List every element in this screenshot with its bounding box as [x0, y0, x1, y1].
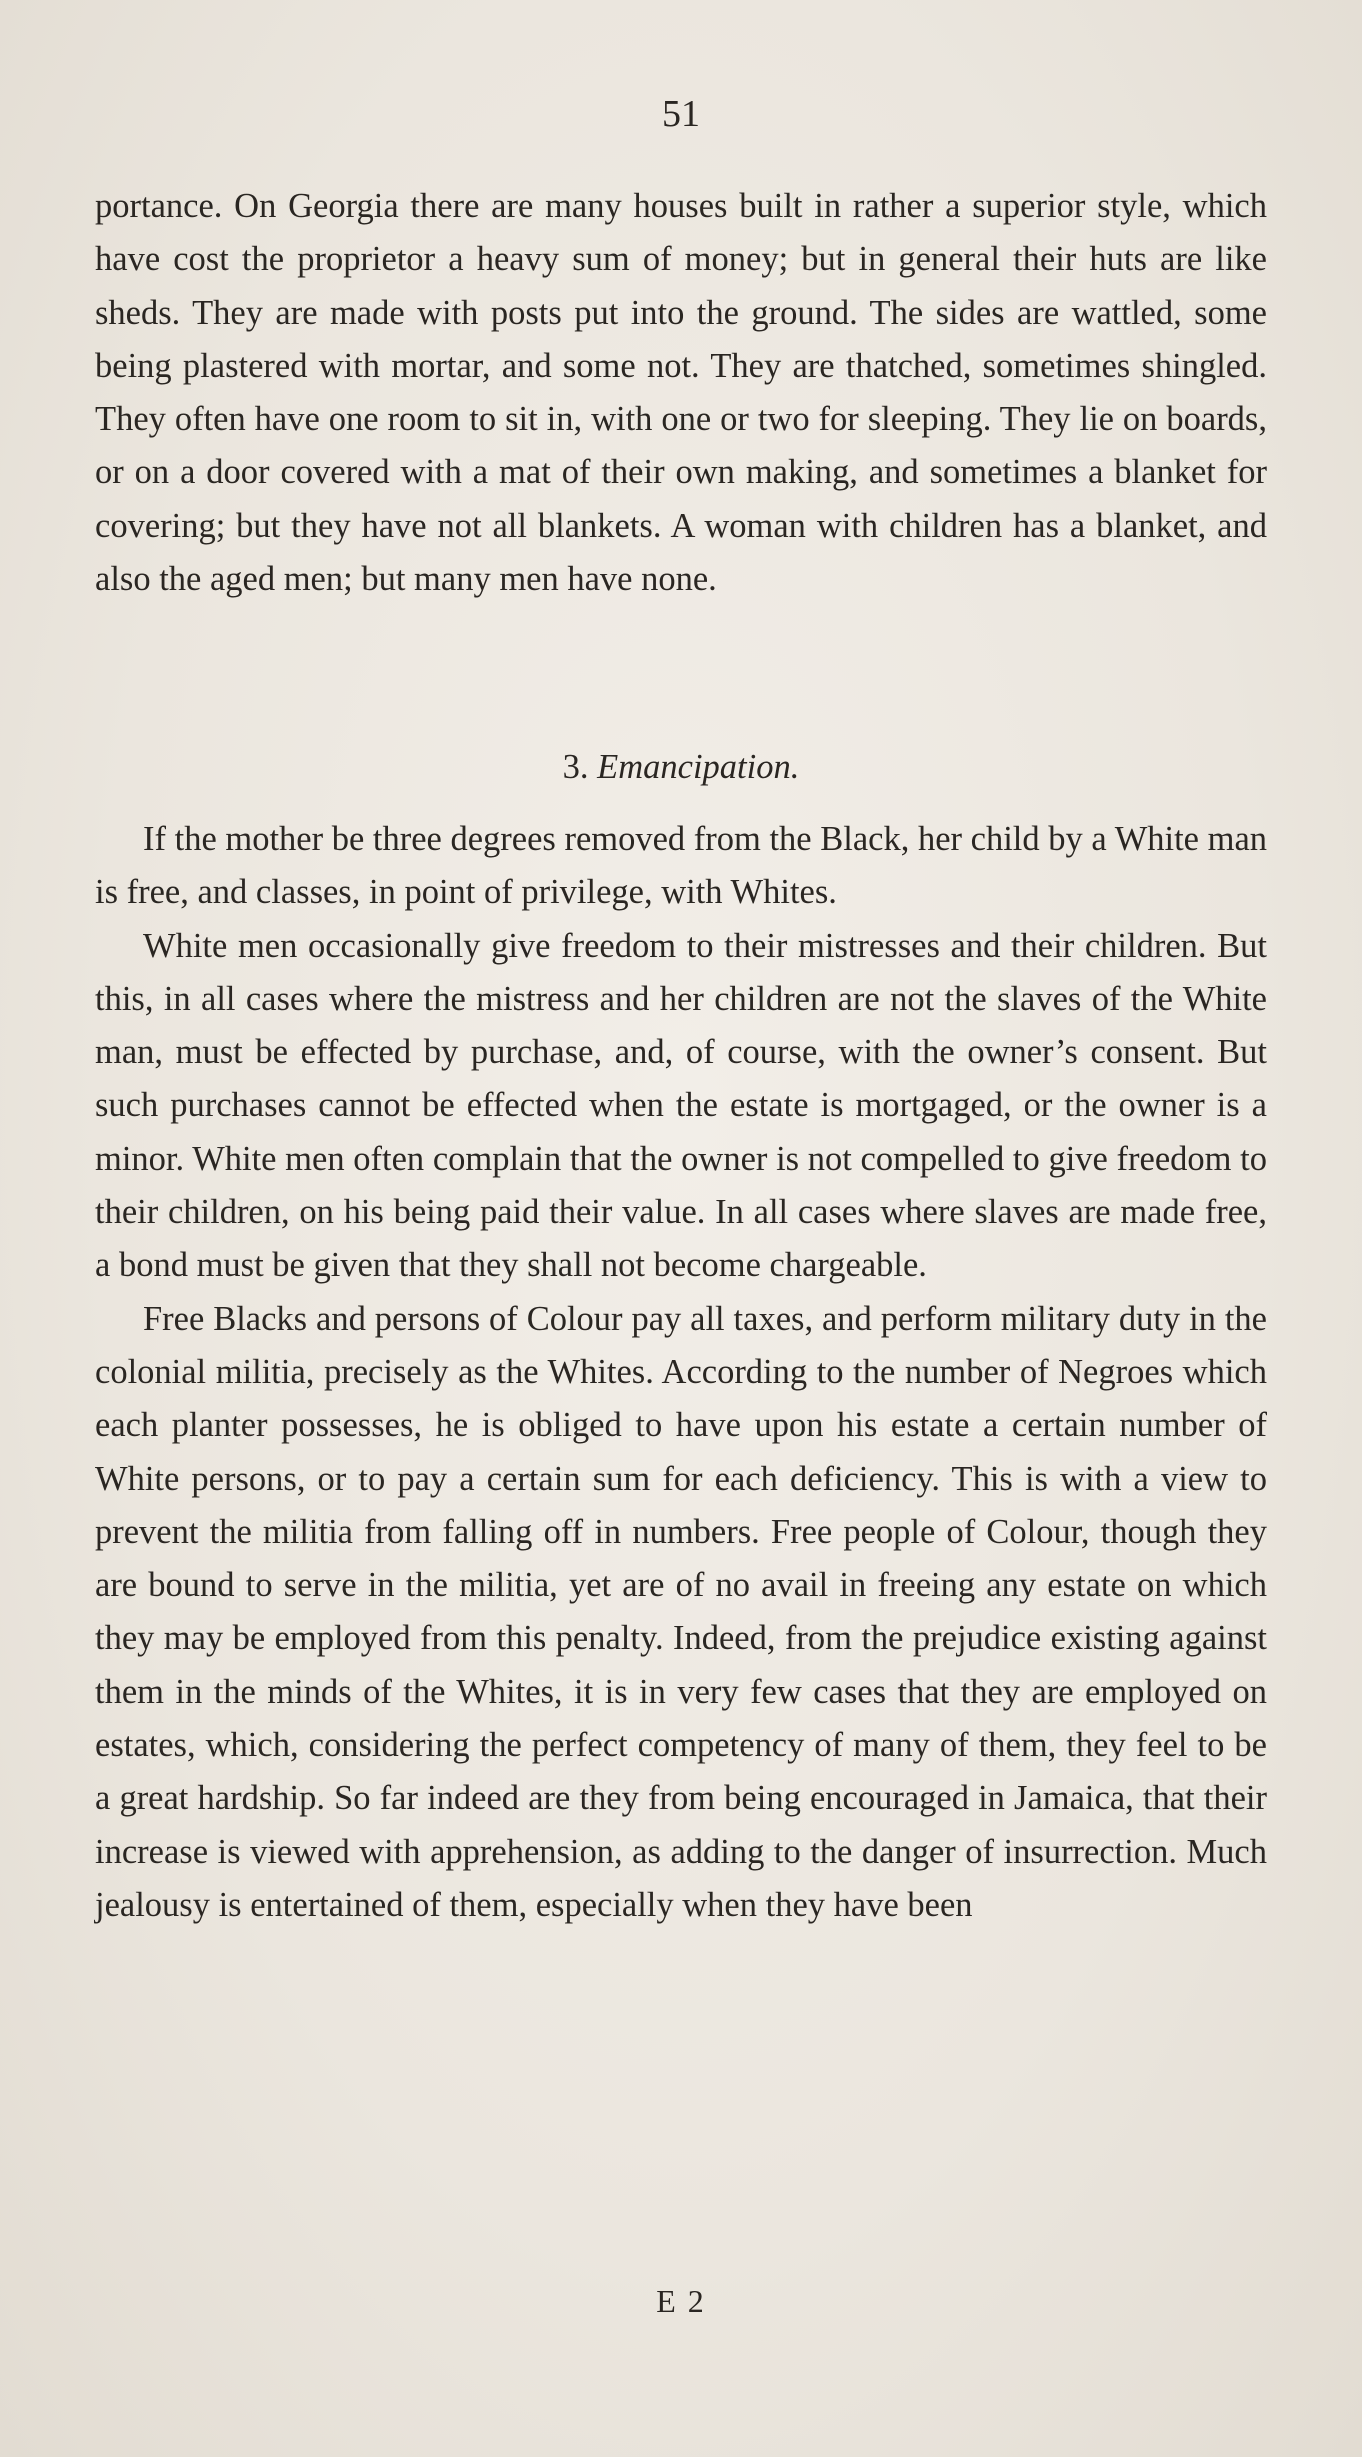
text-block-top: [95, 180, 1267, 606]
paragraph-mother-degrees: If the mother be three degrees removed from the Black, her child by a White man is free, and classes, in point of privilege, with Whites.: [95, 820, 1268, 912]
section-heading: [0, 748, 1362, 787]
paragraph-white-men-freedom: White men occasionally give freedom to their mistresses and their children. But this, in all cases where the mistress and her children are not the slaves of the White man, must be effected by purchase, and, of course, with the owner’s consent. But such purchases cannot be effected when the estate is mortgaged, or the owner is a minor. White men often complain that the owner is not compelled to give freedom to their children, on his being paid their value. In all cases where slaves are made free, a bond must be given that they shall not become chargeable.: [95, 926, 1267, 1285]
signature-mark: E 2: [656, 2283, 706, 2319]
page-number: 51: [662, 93, 700, 135]
paragraph-free-blacks-taxes: Free Blacks and persons of Colour pay all taxes, and perform military duty in the colonial militia, precisely as the Whites. According to the number of Negroes which each planter possesses, he is obliged to have upon his estate a certain number of White persons, or to pay a certain sum for each deficiency. This is with a view to prevent the militia from falling off in numbers. Free people of Colour, though they are bound to serve in the militia, yet are of no avail in freeing any estate on which they may be employed from this penalty. Indeed, from the prejudice existing against them in the minds of the Whites, it is in very few cases that they are employed on estates, which, considering the perfect competency of many of them, they feel to be a great hardship. So far indeed are they from being encouraged in Jamaica, that their increase is viewed with apprehension, as adding to the danger of insurrection. Much jealousy is entertained of them, especially when they have been: [95, 1299, 1267, 1924]
section-number: 3.: [562, 748, 589, 786]
opening-paragraph: portance. On Georgia there are many houses built in rather a superior style, which have cost the proprietor a heavy sum of money; but in general their huts are like sheds. They are made with posts put into the ground. The sides are wattled, some being plastered with mortar, and some not. They are thatched, sometimes shingled. They often have one room to sit in, with one or two for sleeping. They lie on boards, or on a door covered with a mat of their own making, and sometimes a blanket for covering; but they have not all blankets. A woman with children has a blanket, and also the aged men; but many men have none.: [95, 187, 1267, 599]
text-block-main: [95, 813, 1267, 1932]
section-title: Emancipation.: [597, 748, 800, 786]
